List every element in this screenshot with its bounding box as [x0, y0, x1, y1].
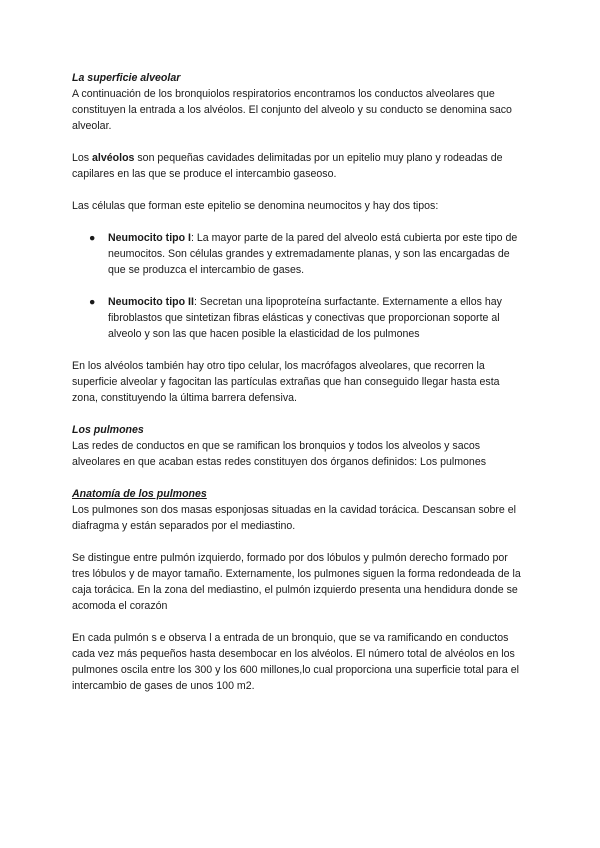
bold-term: Neumocito tipo II — [108, 296, 194, 308]
list-item — [72, 230, 528, 278]
text-run: : Secretan una lipoproteína surfactante. Externamente a ellos hay fibroblastos que sintetizan fibras elásticas y conectivas que proporcionan soporte al alveolo y son las que hacen posible la elasticidad de los pulmones — [108, 296, 502, 340]
paragraph: Los pulmones son dos masas esponjosas situadas en la cavidad torácica. Descansan sobre el diafragma y están separados por el mediastino. — [72, 504, 517, 532]
paragraph: Las redes de conductos en que se ramifican los bronquios y todos los alveolos y sacos alveolares en que acaban estas redes constituyen dos órganos definidos: Los pulmones — [72, 440, 487, 468]
bullet-icon: ● — [89, 232, 96, 244]
spacer — [72, 406, 528, 422]
document-page — [72, 70, 528, 694]
section-heading-pulmones: Los pulmones — [72, 424, 144, 436]
section-heading-anatomia: Anatomía de los pulmones — [72, 488, 207, 500]
paragraph: En los alvéolos también hay otro tipo celular, los macrófagos alveolares, que recorren la superficie alveolar y fagocitan las partículas extrañas que han conseguido llegar hasta esta zona, constituyendo la última barrera defensiva. — [72, 360, 500, 404]
spacer — [72, 214, 528, 230]
paragraph: En cada pulmón s e observa l a entrada de un bronquio, que se va ramificando en conductos cada vez más pequeños hasta desembocar en los alvéolos. El número total de alvéolos en los pulmones oscila entre los 300 y los 600 millones,lo cual proporciona una superficie total para el intercambio de gases de unos 100 m2. — [72, 632, 519, 692]
bold-term: Neumocito tipo I — [108, 232, 191, 244]
spacer — [72, 614, 528, 630]
paragraph: A continuación de los bronquiolos respiratorios encontramos los conductos alveolares que constituyen la entrada a los alvéolos. El conjunto del alveolo y su conducto se denomina saco alveolar. — [72, 88, 512, 132]
bullet-list — [72, 230, 528, 342]
bold-term: alvéolos — [92, 152, 135, 164]
text-run: : La mayor parte de la pared del alveolo está cubierta por este tipo de neumocitos. Son células grandes y extremadamente planas, y son las encargadas de que se produzca el intercambio de gases. — [108, 232, 518, 276]
section-heading-superficie-alveolar: La superficie alveolar — [72, 72, 181, 84]
list-item — [72, 294, 528, 342]
text-run: son pequeñas cavidades delimitadas por un epitelio muy plano y rodeadas de capilares en las que se produce el intercambio gaseoso. — [72, 152, 503, 180]
spacer — [72, 534, 528, 550]
bullet-icon: ● — [89, 296, 96, 308]
spacer — [72, 342, 528, 358]
paragraph-alveolos — [72, 150, 528, 182]
spacer — [72, 182, 528, 198]
paragraph: Las células que forman este epitelio se denomina neumocitos y hay dos tipos: — [72, 200, 439, 212]
spacer — [72, 470, 528, 486]
text-run: Los — [72, 152, 93, 164]
paragraph: Se distingue entre pulmón izquierdo, formado por dos lóbulos y pulmón derecho formado por tres lóbulos y de mayor tamaño. Externamente, los pulmones siguen la forma redondeada de la caja torácica. En la zona del mediastino, el pulmón izquierdo presenta una hendidura donde se acomoda el corazón — [72, 552, 521, 612]
spacer — [72, 134, 528, 150]
spacer — [72, 278, 528, 294]
